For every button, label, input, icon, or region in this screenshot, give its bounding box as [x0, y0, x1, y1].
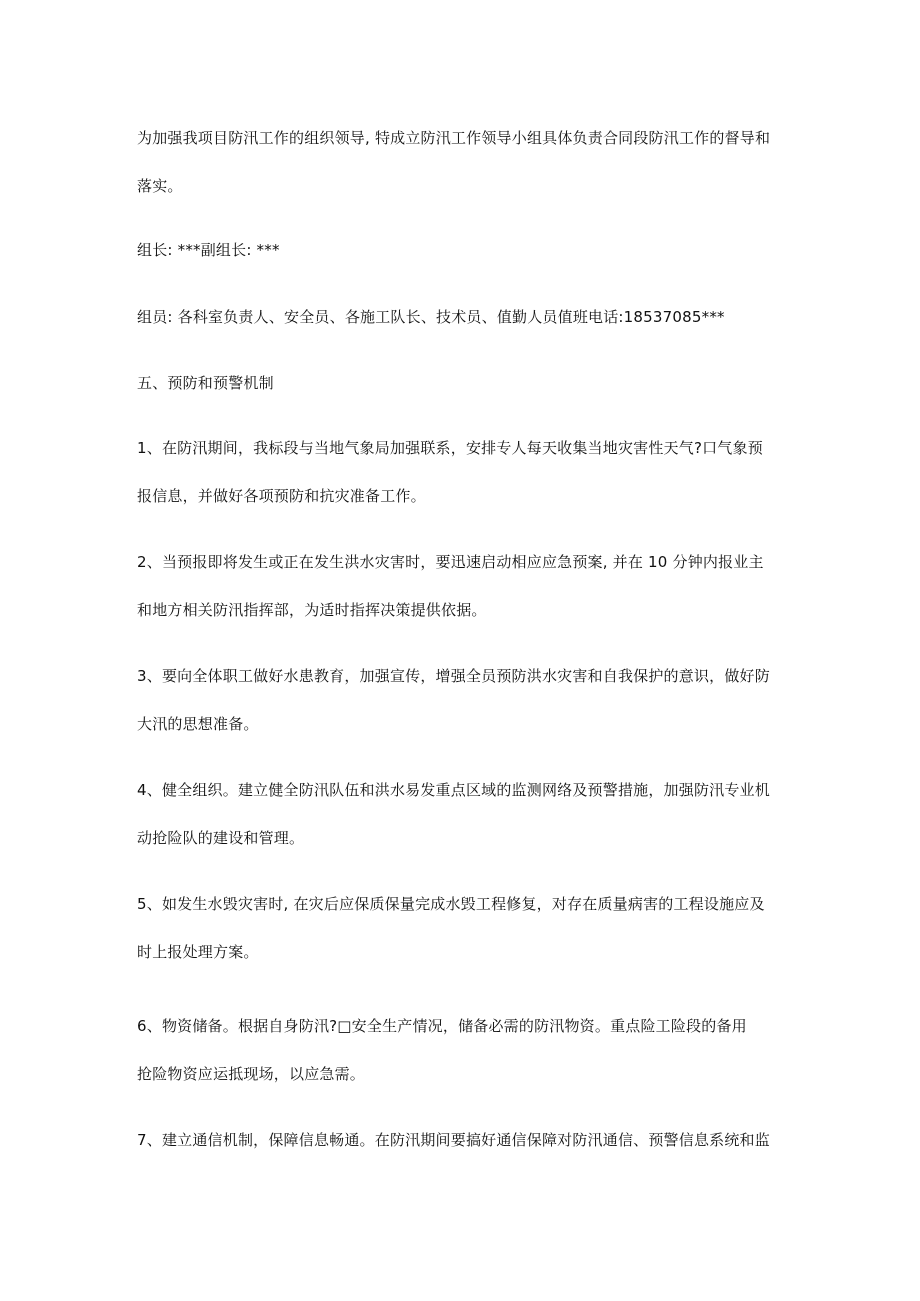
item-1-line-2: 报信息，并做好各项预防和抗灾准备工作。 — [137, 487, 426, 505]
item-3-line-2: 大汛的思想准备。 — [137, 715, 259, 733]
item-1-line-1: 1、在防汛期间，我标段与当地气象局加强联系，安排专人每天收集当地灾害性天气?口气象预 — [137, 439, 763, 457]
intro-line-2: 落实。 — [137, 177, 183, 195]
leader-line: 组长: ***副组长: *** — [137, 241, 280, 259]
item-5-line-1: 5、如发生水毁灾害时, 在灾后应保质保量完成水毁工程修复，对存在质量病害的工程设施应及 — [137, 895, 765, 913]
item-7-line-1: 7、建立通信机制，保障信息畅通。在防汛期间要搞好通信保障对防汛通信、预警信息系统和监 — [137, 1131, 770, 1149]
item-6-line-1: 6、物资储备。根据自身防汛?□安全生产情况，储备必需的防汛物资。重点险工险段的备用 — [137, 1017, 747, 1035]
intro-line-1: 为加强我项目防汛工作的组织领导, 特成立防汛工作领导小组具体负责合同段防汛工作的督导和 — [137, 129, 771, 147]
item-6-line-2: 抢险物资应运抵现场，以应急需。 — [137, 1065, 366, 1083]
item-2-line-1: 2、当预报即将发生或正在发生洪水灾害时，要迅速启动相应应急预案, 并在 10 分钟内报业主 — [137, 553, 764, 571]
section-heading: 五、预防和预警机制 — [137, 374, 274, 392]
members-line: 组员: 各科室负责人、安全员、各施工队长、技术员、值勤人员值班电话:18537085*** — [137, 308, 725, 326]
item-4-line-2: 动抢险队的建设和管理。 — [137, 829, 305, 847]
item-3-line-1: 3、要向全体职工做好水患教育，加强宣传，增强全员预防洪水灾害和自我保护的意识，做好防 — [137, 667, 770, 685]
item-5-line-2: 时上报处理方案。 — [137, 943, 259, 961]
item-2-line-2: 和地方相关防汛指挥部，为适时指挥决策提供依据。 — [137, 601, 487, 619]
item-4-line-1: 4、健全组织。建立健全防汛队伍和洪水易发重点区域的监测网络及预警措施，加强防汛专业机 — [137, 781, 770, 799]
